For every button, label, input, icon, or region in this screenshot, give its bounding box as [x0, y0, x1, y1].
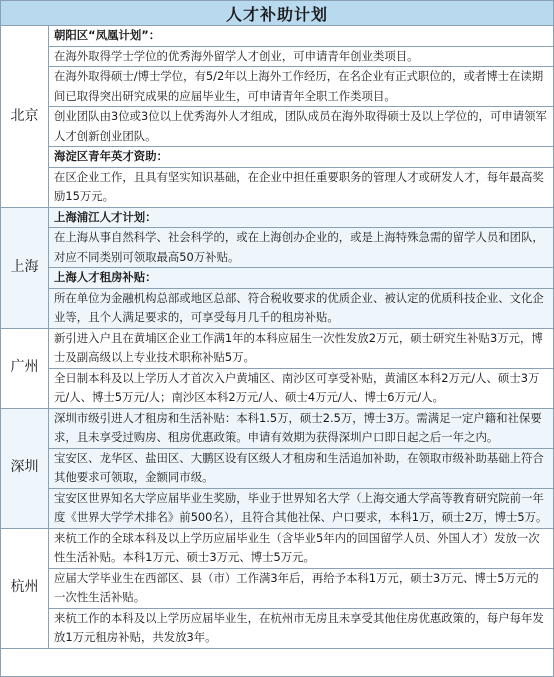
city-name-cell: 杭州 — [1, 528, 49, 648]
table-row — [1, 288, 553, 328]
table-row — [1, 608, 553, 648]
table-row — [1, 167, 553, 207]
subsidy-table — [1, 26, 553, 649]
table-title: 人才补助计划 — [1, 1, 553, 26]
table-row — [1, 268, 553, 289]
table-row — [1, 26, 553, 46]
policy-text-cell: 所在单位为金融机构总部或地区总部、符合税收要求的优质企业、被认定的优质科技企业、文化企业等，且个人满足要求的，可享受每月几千的租房补贴。 — [49, 288, 554, 328]
policy-text-cell: 在海外取得学士学位的优秀海外留学人才创业，可申请青年创业类项目。 — [49, 46, 554, 67]
table-row — [1, 228, 553, 268]
program-heading-cell: 上海浦江人才计划： — [49, 207, 554, 228]
policy-text-cell: 在海外取得硕士/博士学位，有5/2年以上海外工作经历，在名企业有正式职位的，或者博士在读期间已取得突出研究成果的应届毕业生，可申请青年全职工作类项目。 — [49, 67, 554, 107]
table-row — [1, 568, 553, 608]
policy-text-cell: 新引进入户且在黄埔区企业工作满1年的本科应届生一次性发放2万元，硕士研究生补贴3万元，博士及副高级以上专业技术职称补贴5万。 — [49, 328, 554, 368]
policy-text-cell: 来杭工作的全球本科及以上学历应届毕业生（含毕业5年内的回国留学人员、外国人才）发放一次性生活补贴。本科1万元、硕士3万元、博士5万元。 — [49, 528, 554, 568]
city-name-cell: 深圳 — [1, 408, 49, 528]
table-row — [1, 67, 553, 107]
policy-text-cell: 深圳市级引进人才租房和生活补贴：本科1.5万，硕士2.5万，博士3万。需满足一定户籍和社保要求，且未享受过购房、租房优惠政策。申请有效期为获得深圳户口即日起之后一年之内。 — [49, 408, 554, 448]
table-row — [1, 488, 553, 528]
policy-text-cell: 全日制本科及以上学历人才首次入户黄埔区、南沙区可享受补贴，黄浦区本科2万元/人、硕士3万元/人、博士5万元/人；南沙区本科2万元/人、硕士4万元/人、博士6万元/人。 — [49, 368, 554, 408]
table-row — [1, 107, 553, 147]
table-row — [1, 328, 553, 368]
program-heading-cell: 朝阳区“凤凰计划”： — [49, 26, 554, 46]
table-row — [1, 368, 553, 408]
city-name-cell: 广州 — [1, 328, 49, 408]
policy-text-cell: 在上海从事自然科学、社会科学的，或在上海创办企业的，或是上海特殊急需的留学人员和团队，对应不同类别可领取最高50万补贴。 — [49, 228, 554, 268]
policy-text-cell: 创业团队由3位或3位以上优秀海外人才组成，团队成员在海外取得硕士及以上学位的，可申请领军人才创新创业团队。 — [49, 107, 554, 147]
city-name-cell: 北京 — [1, 26, 49, 207]
program-heading-cell: 海淀区青年英才资助： — [49, 147, 554, 168]
program-heading-cell: 上海人才租房补贴： — [49, 268, 554, 289]
table-body — [1, 26, 553, 648]
table-row — [1, 408, 553, 448]
city-name-cell: 上海 — [1, 207, 49, 328]
table-row — [1, 147, 553, 168]
policy-text-cell: 来杭工作的本科及以上学历应届毕业生，在杭州市无房且未享受其他住房优惠政策的，每户每年发放1万元租房补贴，共发放3年。 — [49, 608, 554, 648]
policy-text-cell: 宝安区世界知名大学应届毕业生奖励，毕业于世界知名大学（上海交通大学高等教育研究院前一年度《世界大学学术排名》前500名），且符合其他社保、户口要求，本科1万，硕士2万，博士5万。 — [49, 488, 554, 528]
table-row — [1, 528, 553, 568]
policy-text-cell: 在区企业工作，且具有坚实知识基础，在企业中担任重要职务的管理人才或研发人才，每年最高奖励15万元。 — [49, 167, 554, 207]
table-row — [1, 46, 553, 67]
policy-text-cell: 宝安区、龙华区、盐田区、大鹏区设有区级人才租房和生活追加补助，在领取市级补助基础上符合其他要求可领取，金额同市级。 — [49, 448, 554, 488]
table-row — [1, 448, 553, 488]
table-row — [1, 207, 553, 228]
policy-text-cell: 应届大学毕业生在西部区、县（市）工作满3年后，再给予本科1万元，硕士3万元、博士5万元的一次性生活补贴。 — [49, 568, 554, 608]
